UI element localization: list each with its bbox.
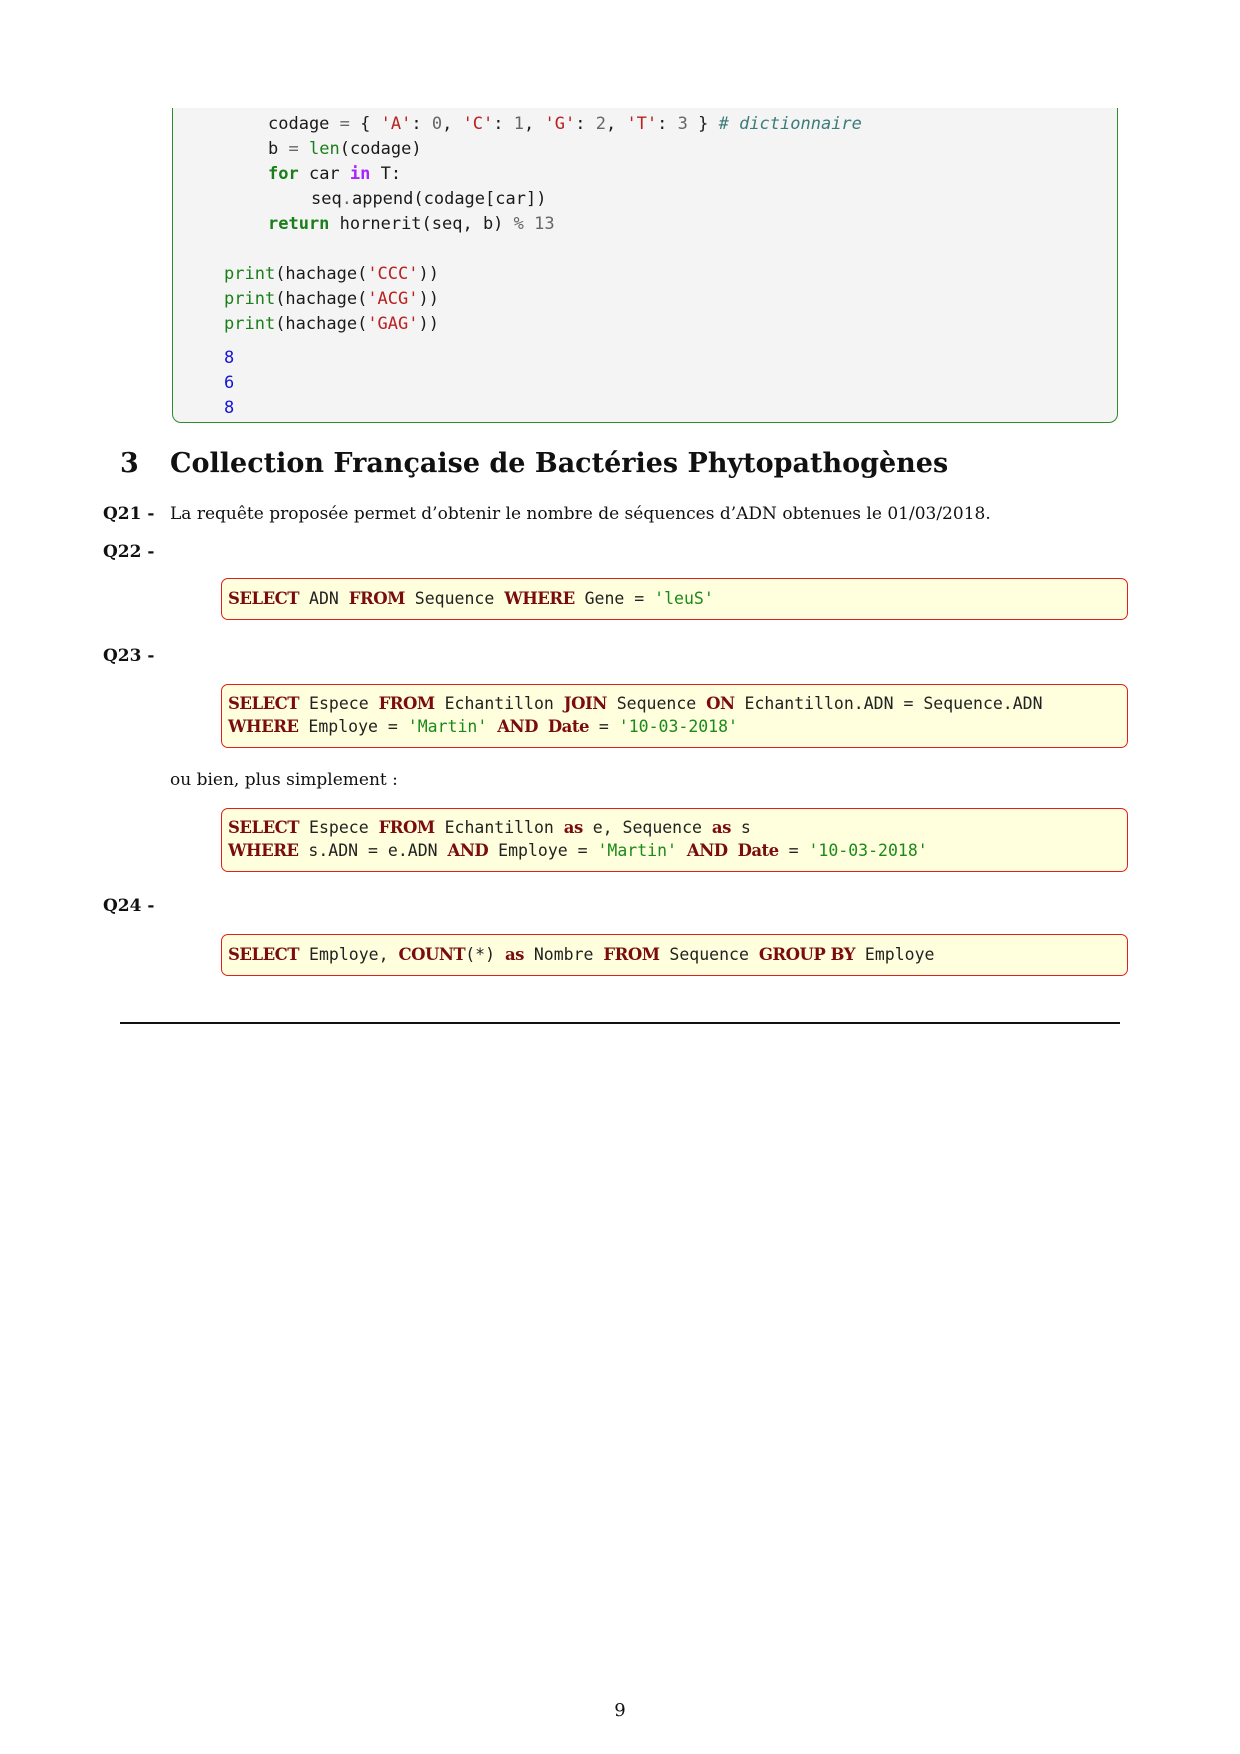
question-label-q21: Q21 - — [103, 504, 155, 524]
code-line-4: seq.append(codage[car]) — [311, 189, 547, 209]
sql-listing-q22 — [221, 578, 1128, 620]
sql-line: SELECT Espece FROM Echantillon JOIN Sequence ON Echantillon.ADN = Sequence.ADN — [228, 694, 1043, 713]
code-line-6: print(hachage('CCC')) — [224, 264, 439, 284]
section-title: Collection Française de Bactéries Phytopathogènes — [170, 448, 949, 479]
question-label-q23: Q23 - — [103, 646, 155, 666]
code-line-8: print(hachage('GAG')) — [224, 314, 439, 334]
sql-line: WHERE Employe = 'Martin' AND Date = '10-03-2018' — [228, 717, 738, 736]
code-line-2: b = len(codage) — [268, 139, 422, 159]
sql-line: WHERE s.ADN = e.ADN AND Employe = 'Martin' AND Date = '10-03-2018' — [228, 841, 928, 860]
code-line-1: codage = { 'A': 0, 'C': 1, 'G': 2, 'T': 3 } # dictionnaire — [268, 114, 862, 134]
sql-line: SELECT Employe, COUNT(*) as Nombre FROM Sequence GROUP BY Employe — [228, 945, 935, 964]
sql-listing-q23-simple — [221, 808, 1128, 872]
question-text-q21: La requête proposée permet d’obtenir le nombre de séquences d’ADN obtenues le 01/03/2018. — [170, 504, 991, 524]
code-line-3: for car in T: — [268, 164, 402, 184]
page-number: 9 — [614, 1700, 626, 1721]
sql-line: SELECT ADN FROM Sequence WHERE Gene = 'leuS' — [228, 589, 714, 608]
sql-listing-q24 — [221, 934, 1128, 976]
code-line-5: return hornerit(seq, b) % 13 — [268, 214, 555, 234]
sql-listing-q23-join — [221, 684, 1128, 748]
code-line-7: print(hachage('ACG')) — [224, 289, 439, 309]
horizontal-rule — [120, 1022, 1120, 1024]
code-comment: # dictionnaire — [718, 114, 862, 134]
code-output-3: 8 — [224, 398, 235, 418]
question-label-q22: Q22 - — [103, 542, 155, 562]
code-output-1: 8 — [224, 348, 235, 368]
sql-line: SELECT Espece FROM Echantillon as e, Sequence as s — [228, 818, 751, 837]
question-text-q23-alt: ou bien, plus simplement : — [170, 770, 398, 790]
question-label-q24: Q24 - — [103, 896, 155, 916]
code-output-2: 6 — [224, 373, 235, 393]
section-number: 3 — [120, 448, 139, 479]
